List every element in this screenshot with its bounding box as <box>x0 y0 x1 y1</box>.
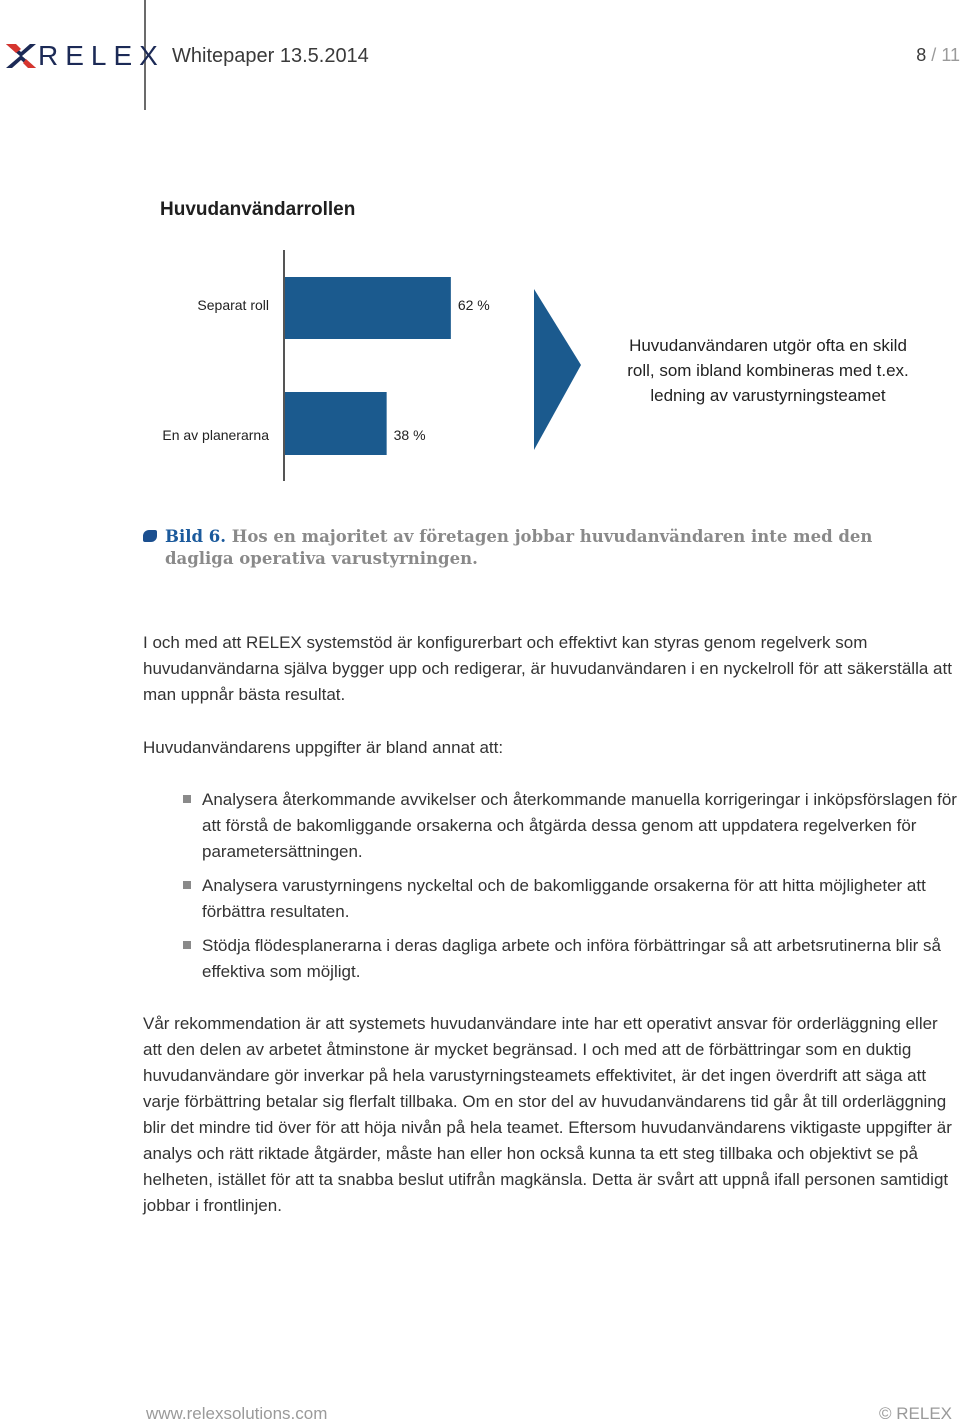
page-total: 11 <box>941 45 960 65</box>
list-item-text: Analysera återkommande avvikelser och återkommande manuella korrigeringar i inköpsförslagen för att förstå de bakomliggande orsakerna och åtgärda dessa genom att uppdatera regelverken för parametersättningen. <box>202 790 957 861</box>
arrow-text-line: roll, som ibland kombineras med t.ex. <box>627 361 909 380</box>
relex-logo-icon <box>4 40 38 72</box>
arrow-text-line: Huvudanvändaren utgör ofta en skild <box>629 336 907 355</box>
value-label: 62 % <box>457 297 490 313</box>
bar-chart <box>142 188 950 493</box>
list-item <box>183 933 958 985</box>
category-label: Separat roll <box>197 297 269 313</box>
task-list <box>183 787 958 993</box>
page-current: 8 <box>916 45 927 65</box>
caption-bullet-icon <box>143 530 157 542</box>
paragraph-tasks-heading: Huvudanvändarens uppgifter är bland annat att: <box>143 738 504 757</box>
bullet-square-icon <box>183 795 191 803</box>
bullet-square-icon <box>183 941 191 949</box>
list-item <box>183 787 958 865</box>
value-label: 38 % <box>393 427 426 443</box>
arrow-text-line: ledning av varustyrningsteamet <box>650 386 886 405</box>
direction-arrow <box>534 289 581 450</box>
footer-copyright: © RELEX <box>879 1404 952 1423</box>
list-item-text: Analysera varustyrningens nyckeltal och de bakomliggande orsakerna för att hitta möjligheter att förbättra resultaten. <box>202 876 926 921</box>
chart-title: Huvudanvändarrollen <box>160 199 356 220</box>
category-label: En av planerarna <box>162 427 269 443</box>
bullet-square-icon <box>183 881 191 889</box>
caption-text: Hos en majoritet av företagen jobbar huvudanvändaren inte med den dagliga operativa varustyrningen. <box>165 527 873 568</box>
page-separator: / <box>926 45 942 65</box>
page-number <box>916 45 960 66</box>
footer-link[interactable]: www.relexsolutions.com <box>146 1404 328 1423</box>
bar-1 <box>285 277 451 339</box>
document-title: Whitepaper 13.5.2014 <box>172 45 369 67</box>
caption-label: Bild 6. <box>165 527 226 546</box>
relex-logo: RELEX <box>38 40 165 71</box>
list-item <box>183 873 958 925</box>
paragraph-intro: I och med att RELEX systemstöd är konfigurerbart och effektivt kan styras genom regelverk som huvudanvändarna själva bygger upp och redigerar, är huvudanvändaren i en nyckelroll för att säkerställa att man uppnår bästa resultat. <box>143 633 952 704</box>
paragraph-recommendation: Vår rekommendation är att systemets huvudanvändare inte har ett operativt ansvar för orderläggning eller att den delen av arbetet åtminstone är mycket begränsad. I och med att de förbättringar som en duktig huvudanvändare gör inverkar på hela varustyrningsteamets effektivitet, är det ingen överdrift att säga att varje förbättring betalar sig flerfalt tillbaka. Om en stor del av huvudanvändarens tid går åt till orderläggning blir det mindre tid över för att höja nivån på hela teamet. Eftersom huvudanvändarens viktigaste uppgifter är analys och rätt riktade åtgärder, måste han eller hon också kunna ta ett steg tillbaka och objektivt se på helheten, istället för att ta snabba beslut utifrån magkänsla. Detta är svårt att uppnå ifall personen samtidigt jobbar i frontlinjen. <box>143 1014 952 1215</box>
bar-2 <box>285 392 387 455</box>
list-item-text: Stödja flödesplanerarna i deras dagliga arbete och införa förbättringar så att arbetsrutinerna blir så effektiva som möjligt. <box>202 936 941 981</box>
figure-caption <box>165 526 925 570</box>
